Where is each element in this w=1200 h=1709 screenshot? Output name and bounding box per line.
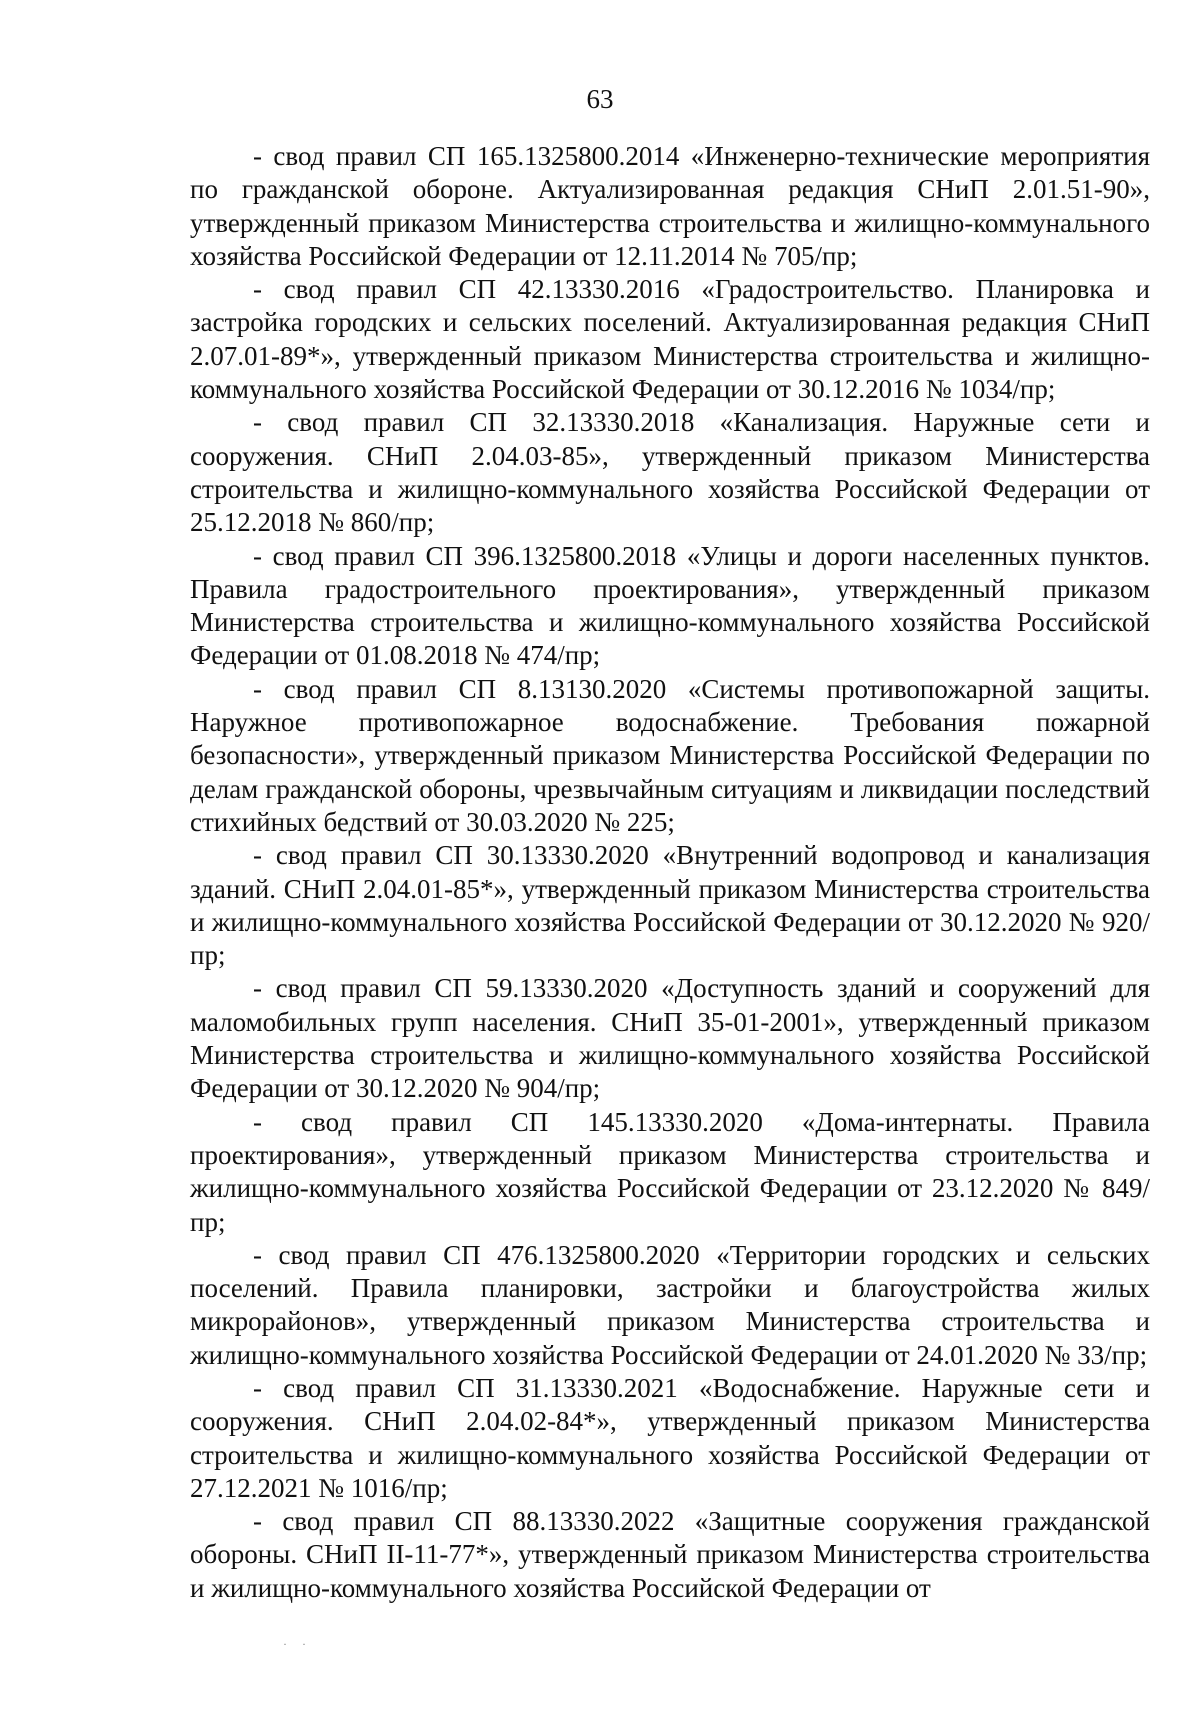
list-item: - свод правил СП 32.13330.2018 «Канализация. Наружные сети и сооружения. СНиП 2.04.03-85», утвержденный приказом Министерства строительства и жилищно-коммунального хозяйства Российской Федерации от 25.12.2018 № 860/пр;	[190, 407, 1150, 538]
list-item: - свод правил СП 59.13330.2020 «Доступность зданий и сооружений для маломобильных групп населения. СНиП 35-01-2001», утвержденный приказом Министерства строительства и жилищно-коммунального хозяйства Российской Федерации от 30.12.2020 № 904/пр;	[190, 973, 1150, 1104]
list-item: - свод правил СП 476.1325800.2020 «Территории городских и сельских поселений. Правила планировки, застройки и благоустройства жилых микрорайонов», утвержденный приказом Министерства строительства и жилищно-коммунального хозяйства Российской Федерации от 24.01.2020 № 33/пр;	[190, 1239, 1150, 1370]
list-item: - свод правил СП 31.13330.2021 «Водоснабжение. Наружные сети и сооружения. СНиП 2.04.02-84*», утвержденный приказом Министерства строительства и жилищно-коммунального хозяйства Российской Федерации от 27.12.2021 № 1016/пр;	[190, 1372, 1150, 1503]
list-item: - свод правил СП 165.1325800.2014 «Инженерно-технические мероприятия по гражданской обороне. Актуализированная редакция СНиП 2.01.51-90», утвержденный приказом Министерства строительства и жилищно-коммунального хозяйства Российской Федерации от 12.11.2014 № 705/пр;	[190, 141, 1150, 271]
list-item: - свод правил СП 88.13330.2022 «Защитные сооружения гражданской обороны. СНиП II-11-77*», утвержденный приказом Министерства строительства и жилищно-коммунального хозяйства Российской Федерации от	[190, 1506, 1150, 1603]
list-item: - свод правил СП 30.13330.2020 «Внутренний водопровод и канализация зданий. СНиП 2.04.01-85*», утвержденный приказом Министерства строительства и жилищно-коммунального хозяйства Российской Федерации от 30.12.2020 № 920/пр;	[190, 840, 1150, 971]
page-number: 63	[586, 84, 614, 114]
document-body	[190, 140, 1150, 1605]
list-item: - свод правил СП 396.1325800.2018 «Улицы и дороги населенных пунктов. Правила градостроительного проектирования», утвержденный приказом Министерства строительства и жилищно-коммунального хозяйства Российской Федерации от 01.08.2018 № 474/пр;	[190, 540, 1150, 671]
list-item: - свод правил СП 145.13330.2020 «Дома-интернаты. Правила проектирования», утвержденный приказом Министерства строительства и жилищно-коммунального хозяйства Российской Федерации от 23.12.2020 № 849/пр;	[190, 1106, 1150, 1237]
list-item: - свод правил СП 42.13330.2016 «Градостроительство. Планировка и застройка городских и сельских поселений. Актуализированная редакция СНиП 2.07.01-89*», утвержденный приказом Министерства строительства и жилищно-коммунального хозяйства Российской Федерации от 30.12.2016 № 1034/пр;	[190, 274, 1150, 405]
scan-specks: · ·	[283, 1637, 312, 1651]
list-item: - свод правил СП 8.13130.2020 «Системы противопожарной защиты. Наружное противопожарное водоснабжение. Требования пожарной безопасности», утвержденный приказом Министерства Российской Федерации по делам гражданской обороны, чрезвычайным ситуациям и ликвидации последствий стихийных бедствий от 30.03.2020 № 225;	[190, 673, 1150, 837]
